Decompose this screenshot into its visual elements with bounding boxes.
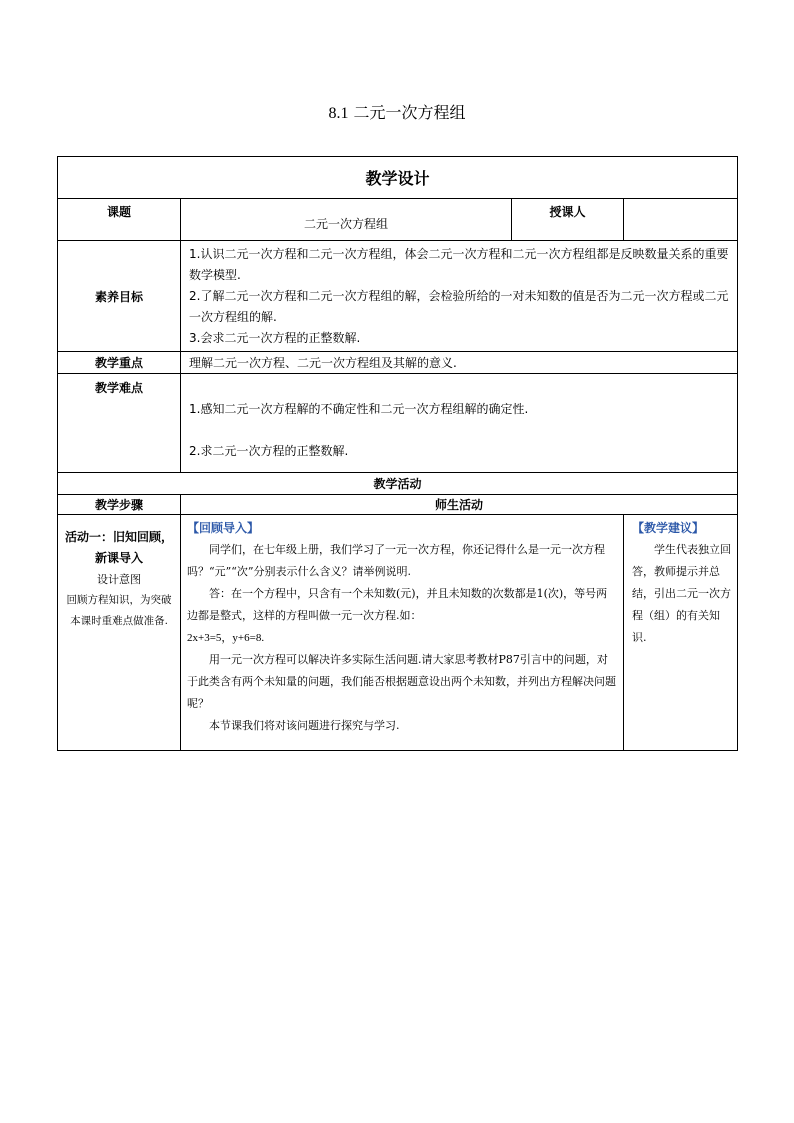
- activity-paragraph: 答：在一个方程中，只含有一个未知数(元)，并且未知数的次数都是1(次)，等号两边都是整式，这样的方程叫做一元一次方程.如：: [187, 587, 608, 622]
- teaching-suggestion: [624, 515, 738, 751]
- activity-paragraph: 用一元一次方程可以解决许多实际生活问题.请大家思考教材P87引言中的问题，对于此类含有两个未知量的问题，我们能否根据题意设出两个未知数，并列出方程解决问题呢？: [187, 653, 616, 710]
- goal-item: 3.会求二元一次方程的正整数解.: [189, 331, 361, 345]
- difficult-item: 2.求二元一次方程的正整数解.: [189, 444, 349, 458]
- title-number: 8.1: [328, 105, 349, 122]
- lesson-plan-table: [57, 156, 738, 751]
- key-value: 理解二元一次方程、二元一次方程组及其解的意义.: [181, 352, 738, 374]
- goal-item: 2.了解二元一次方程和二元一次方程组的解，会检验所给的一对未知数的值是否为二元一次方程或二元一次方程组的解.: [189, 289, 729, 324]
- equation-examples: 2x+3=5，y+6=8.: [187, 632, 265, 644]
- key-label: 教学重点: [58, 352, 181, 374]
- document-title: [0, 100, 794, 123]
- design-intent-text: 回顾方程知识，为突破本课时重难点做准备.: [66, 594, 172, 627]
- difficult-content: [181, 374, 738, 473]
- topic-label: 课题: [58, 199, 181, 241]
- teacher-label: 授课人: [512, 199, 624, 241]
- design-intent-label: 设计意图: [97, 573, 141, 586]
- goals-content: [181, 241, 738, 352]
- teacher-value: [624, 199, 738, 241]
- table-header: 教学设计: [58, 157, 738, 199]
- activities-label: 教学活动: [58, 473, 738, 495]
- title-text: 二元一次方程组: [353, 103, 466, 122]
- goal-item: 1.认识二元一次方程和二元一次方程组，体会二元一次方程和二元一次方程组都是反映数量关系的重要数学模型.: [189, 247, 729, 282]
- activity1-title: 活动一：旧知回顾，新课导入: [64, 530, 173, 565]
- activity1-side: [58, 515, 181, 751]
- activity-paragraph: 同学们，在七年级上册，我们学习了一元一次方程，你还记得什么是一元一次方程吗？“元”“次”分别表示什么含义？请举例说明.: [187, 543, 605, 578]
- difficult-item: 1.感知二元一次方程解的不确定性和二元一次方程组解的确定性.: [189, 402, 529, 416]
- teacher-student-label: 师生活动: [181, 495, 738, 515]
- topic-value: 二元一次方程组: [181, 199, 512, 241]
- review-intro-heading: 【回顾导入】: [187, 521, 260, 535]
- activity-paragraph: 本节课我们将对该问题进行探究与学习.: [209, 719, 400, 732]
- suggestion-text: 学生代表独立回答，教师提示并总结，引出二元一次方程（组）的有关知识.: [632, 543, 731, 644]
- goals-label: 素养目标: [58, 241, 181, 352]
- steps-label: 教学步骤: [58, 495, 181, 515]
- suggestion-heading: 【教学建议】: [632, 521, 705, 535]
- difficult-label: 教学难点: [58, 374, 181, 473]
- activity1-content: [181, 515, 624, 751]
